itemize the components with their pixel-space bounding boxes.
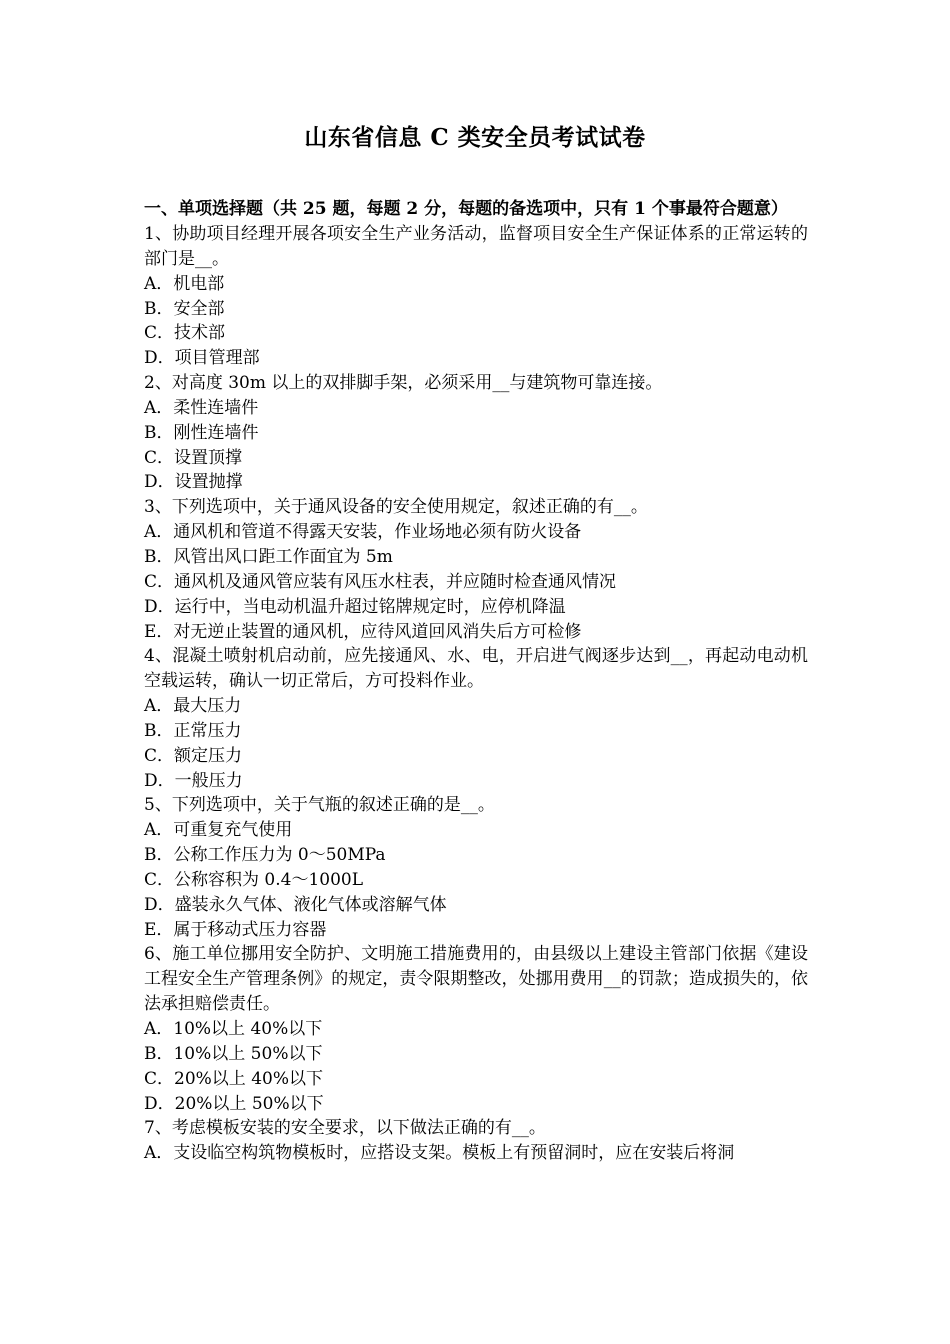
question-item (144, 222, 808, 371)
answer-option: A．柔性连墙件 (144, 397, 259, 418)
answer-option: D．一般压力 (144, 770, 243, 791)
answer-option: C．公称容积为 0.4～1000L (144, 869, 363, 890)
answer-option: B．风管出风口距工作面宜为 5m (144, 546, 393, 567)
answer-option: A．10%以上 40%以下 (144, 1019, 323, 1039)
answer-option: D．20%以上 50%以下 (144, 1093, 324, 1114)
answer-option: D．设置抛撑 (144, 472, 243, 493)
question-item (144, 942, 808, 1116)
answer-option: D．盛装永久气体、液化气体或溶解气体 (144, 894, 447, 915)
answer-option: C．设置顶撑 (144, 447, 243, 468)
question-stem: 7、考虑模板安装的安全要求，以下做法正确的有__。 (144, 1118, 546, 1139)
question-stem: 2、对高度 30m 以上的双排脚手架，必须采用__与建筑物可靠连接。 (144, 373, 663, 394)
question-item (144, 1116, 808, 1166)
question-list (144, 222, 808, 1166)
document-title: 山东省信息 C 类安全员考试试卷 (304, 124, 646, 151)
question-stem: 5、下列选项中，关于气瓶的叙述正确的是__。 (144, 795, 495, 816)
answer-option: B．正常压力 (144, 720, 242, 741)
answer-option: B．10%以上 50%以下 (144, 1043, 323, 1064)
section-heading: 一、单项选择题（共 25 题，每题 2 分，每题的备选项中，只有 1 个事最符合题意） (144, 199, 788, 219)
answer-option: A．机电部 (144, 273, 225, 294)
question-stem: 3、下列选项中，关于通风设备的安全使用规定，叙述正确的有__。 (144, 497, 648, 518)
document-body (144, 197, 808, 1166)
answer-option: D．项目管理部 (144, 348, 260, 369)
answer-option: A．通风机和管道不得露天安装，作业场地必须有防火设备 (144, 522, 582, 543)
answer-option: C．通风机及通风管应装有风压水柱表，并应随时检查通风情况 (144, 571, 617, 592)
question-item (144, 495, 808, 644)
answer-option: A．可重复充气使用 (144, 820, 293, 841)
answer-option: C．20%以上 40%以下 (144, 1068, 323, 1089)
answer-option: C．额定压力 (144, 745, 243, 766)
question-stem: 1、协助项目经理开展各项安全生产业务活动，监督项目安全生产保证体系的正常运转的部门是__。 (144, 224, 808, 269)
question-item (144, 644, 808, 793)
question-stem: 4、混凝土喷射机启动前，应先接通风、水、电，开启进气阀逐步达到__，再起动电动机空载运转，确认一切正常后，方可投料作业。 (144, 646, 808, 692)
answer-option: A．最大压力 (144, 696, 242, 717)
answer-option: C．技术部 (144, 323, 226, 344)
answer-option: E．属于移动式压力容器 (144, 919, 327, 940)
answer-option: B．安全部 (144, 298, 225, 319)
answer-option: E．对无逆止装置的通风机，应待风道回风消失后方可检修 (144, 621, 582, 642)
answer-option: B．公称工作压力为 0～50MPa (144, 845, 386, 866)
question-item (144, 371, 808, 495)
question-stem: 6、施工单位挪用安全防护、文明施工措施费用的，由县级以上建设主管部门依据《建设工程安全生产管理条例》的规定，责令限期整改，处挪用费用__的罚款；造成损失的，依法承担赔偿责任。 (144, 944, 808, 1015)
question-item (144, 793, 808, 942)
answer-option: B．刚性连墙件 (144, 422, 259, 443)
answer-option: D．运行中，当电动机温升超过铭牌规定时，应停机降温 (144, 596, 566, 617)
answer-option: A．支设临空构筑物模板时，应搭设支架。模板上有预留洞时，应在安装后将洞 (144, 1143, 735, 1164)
